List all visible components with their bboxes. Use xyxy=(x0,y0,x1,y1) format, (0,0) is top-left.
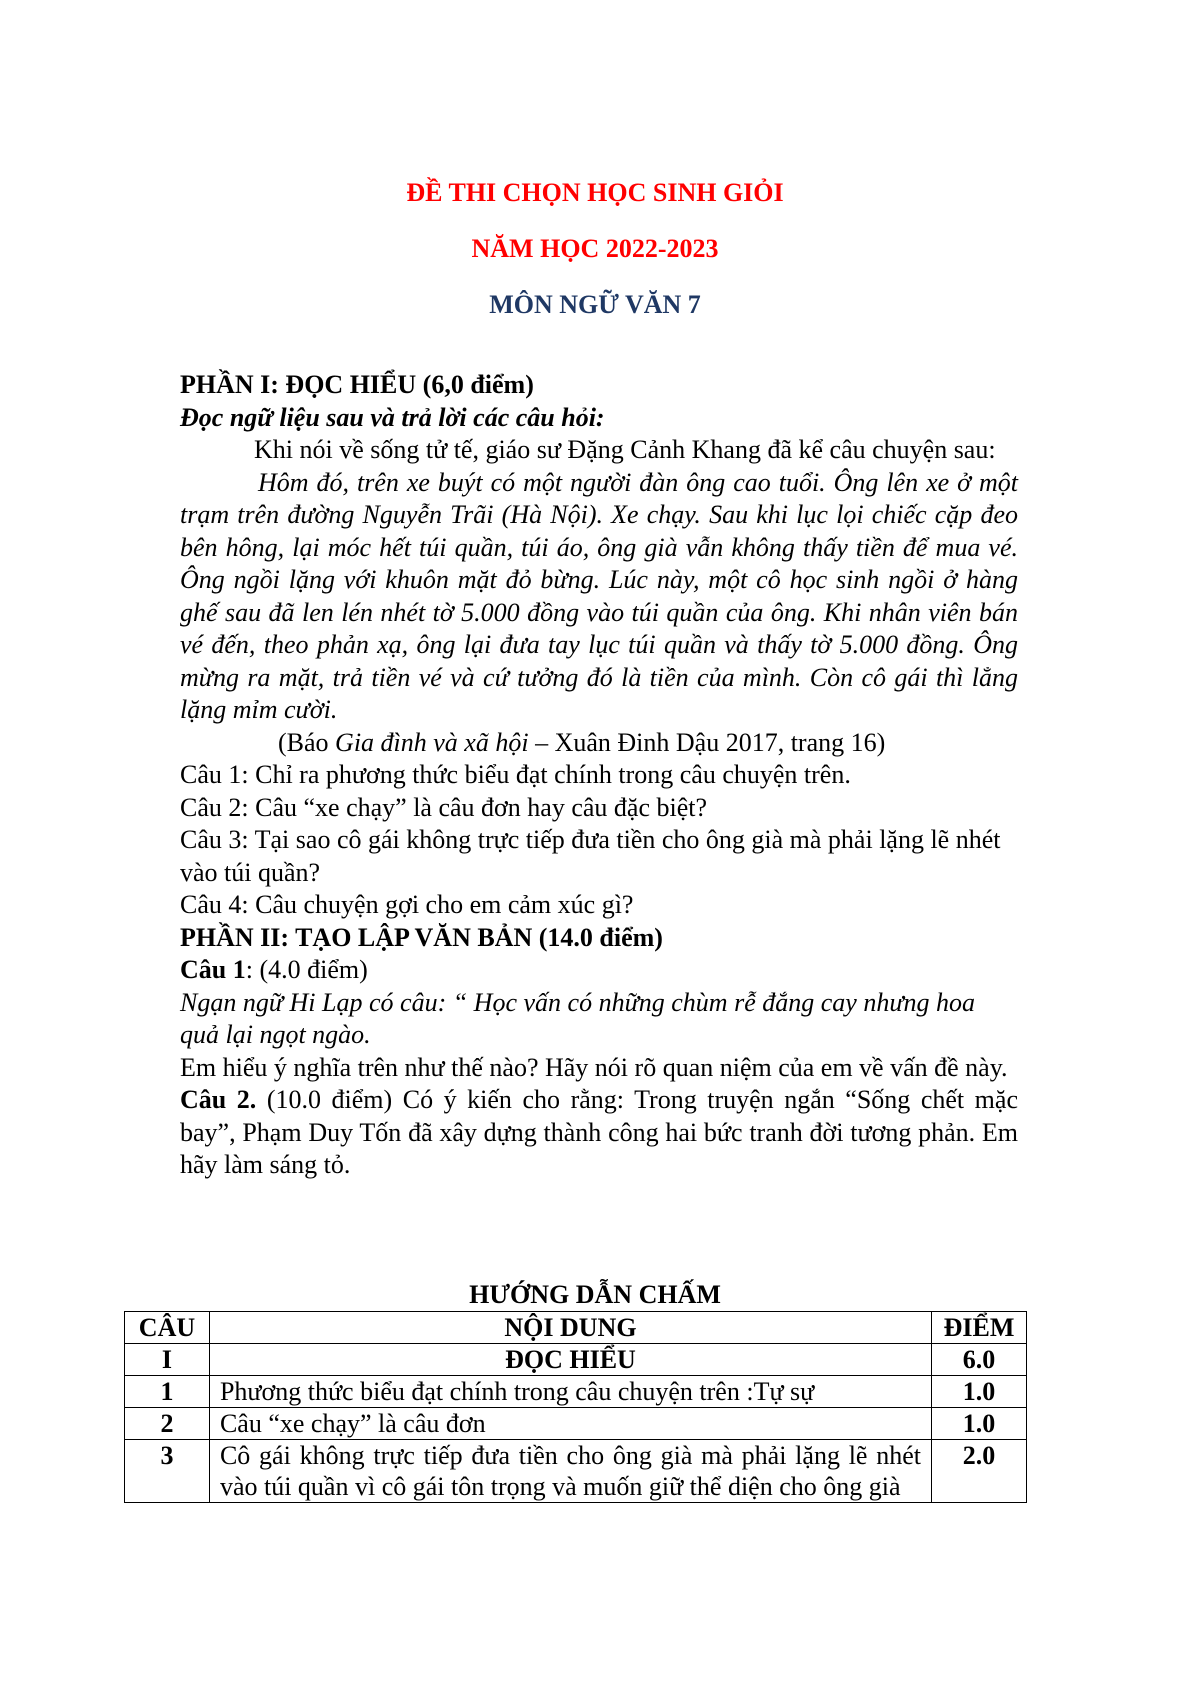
row-cau: 3 xyxy=(125,1440,210,1503)
row-diem: 6.0 xyxy=(932,1344,1027,1376)
part1-heading: PHẦN I: ĐỌC HIỂU (6,0 điểm) xyxy=(180,370,534,399)
header-diem: ĐIỂM xyxy=(932,1312,1027,1344)
table-row xyxy=(125,1440,1027,1503)
source-prefix: (Báo xyxy=(278,727,336,757)
essay-q2-label: Câu 2. xyxy=(180,1085,257,1114)
part2-heading: PHẦN II: TẠO LẬP VĂN BẢN (14.0 điểm) xyxy=(180,922,663,952)
row-noi-dung: Phương thức biểu đạt chính trong câu chuyện trên :Tự sự xyxy=(209,1376,931,1408)
essay-q1-label: Câu 1 xyxy=(180,955,246,984)
row-cau: 2 xyxy=(125,1408,210,1440)
row-noi-dung: Câu “xe chạy” là câu đơn xyxy=(209,1408,931,1440)
question-1: Câu 1: Chỉ ra phương thức biểu đạt chính trong câu chuyện trên. xyxy=(180,760,851,789)
table-row xyxy=(125,1376,1027,1408)
row-diem: 1.0 xyxy=(932,1376,1027,1408)
exam-title: ĐỀ THI CHỌN HỌC SINH GIỎI xyxy=(406,178,784,207)
exam-content xyxy=(180,369,1018,1182)
essay-q1-header xyxy=(180,954,1018,987)
story-source xyxy=(180,727,1018,760)
source-newspaper: Gia đình và xã hội xyxy=(335,727,529,757)
header-noi-dung: NỘI DUNG xyxy=(209,1312,931,1344)
subject-title: MÔN NGỮ VĂN 7 xyxy=(489,290,701,319)
essay-q2-text: (10.0 điểm) Có ý kiến cho rằng: Trong truyện ngắn “Sống chết mặc bay”, Phạm Duy Tốn đã xây dựng thành công hai bức tranh đời tương phản. Em hãy làm sáng tỏ. xyxy=(180,1085,1018,1179)
essay-q2 xyxy=(180,1084,1018,1182)
school-year: NĂM HỌC 2022-2023 xyxy=(471,234,719,263)
row-cau: 1 xyxy=(125,1376,210,1408)
row-noi-dung: Cô gái không trực tiếp đưa tiền cho ông già mà phải lặng lẽ nhét vào túi quần vì cô gái tôn trọng và muốn giữ thể diện cho ông già xyxy=(209,1440,931,1503)
grading-table xyxy=(124,1311,1027,1503)
table-header-row xyxy=(125,1312,1027,1344)
story-intro: Khi nói về sống tử tế, giáo sư Đặng Cảnh Khang đã kể câu chuyện sau: xyxy=(254,435,996,464)
header-cau: CÂU xyxy=(125,1312,210,1344)
part1-instruction: Đọc ngữ liệu sau và trả lời các câu hỏi: xyxy=(180,402,605,432)
essay-q1-task: Em hiểu ý nghĩa trên như thế nào? Hãy nói rõ quan niệm của em về vấn đề này. xyxy=(180,1052,1008,1082)
table-row xyxy=(125,1344,1027,1376)
question-4: Câu 4: Câu chuyện gợi cho em cảm xúc gì? xyxy=(180,890,634,919)
question-2: Câu 2: Câu “xe chạy” là câu đơn hay câu đặc biệt? xyxy=(180,792,708,822)
row-diem: 1.0 xyxy=(932,1408,1027,1440)
question-3: Câu 3: Tại sao cô gái không trực tiếp đưa tiền cho ông già mà phải lặng lẽ nhét vào túi quần? xyxy=(180,825,1001,887)
row-cau: I xyxy=(125,1344,210,1376)
essay-q1-quote: Ngạn ngữ Hi Lạp có câu: “ Học vấn có những chùm rễ đắng cay nhưng hoa quả lại ngọt ngào. xyxy=(180,987,975,1049)
grading-guide-title: HƯỚNG DẪN CHẤM xyxy=(469,1280,721,1309)
exam-header xyxy=(0,178,1190,320)
source-suffix: – Xuân Đinh Dậu 2017, trang 16) xyxy=(528,727,886,757)
story-text: Hôm đó, trên xe buýt có một người đàn ông cao tuổi. Ông lên xe ở một trạm trên đường Nguyễn Trãi (Hà Nội). Xe chạy. Sau khi lục lọi chiếc cặp đeo bên hông, lại móc hết túi quần, túi áo, ông già vẫn không thấy tiền để mua vé. Ông ngồi lặng với khuôn mặt đỏ bừng. Lúc này, một cô học sinh ngồi ở hàng ghế sau đã len lén nhét tờ 5.000 đồng vào túi quần của ông. Khi nhân viên bán vé đến, theo phản xạ, ông lại đưa tay lục túi quần và thấy tờ 5.000 đồng. Ông mừng ra mặt, trả tiền vé và cứ tưởng đó là tiền của mình. Còn cô gái thì lẳng lặng mỉm cười. xyxy=(180,467,1018,724)
essay-q1-points: : (4.0 điểm) xyxy=(245,955,368,984)
row-diem: 2.0 xyxy=(932,1440,1027,1503)
table-row xyxy=(125,1408,1027,1440)
row-noi-dung: ĐỌC HIỂU xyxy=(209,1344,931,1376)
